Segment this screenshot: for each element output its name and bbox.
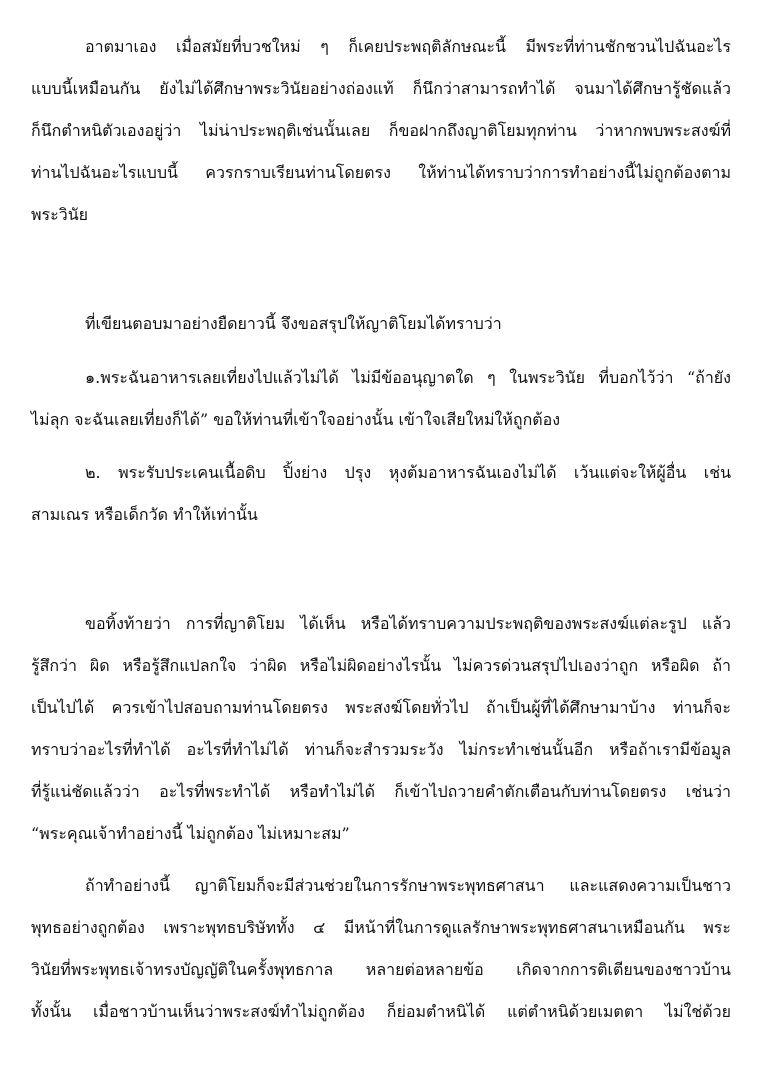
paragraph-6-line-4: ทั้งนั้น เมื่อชาวบ้านเห็นว่าพระสงฆ์ทำไม่ถูกต้อง ก็ย่อมตำหนิได้ แต่ตำหนิด้วยเมตตา ไม่ใช่ด้วย (31, 1002, 731, 1021)
paragraph-6-line-3: วินัยที่พระพุทธเจ้าทรงบัญญัติในครั้งพุทธกาล หลายต่อหลายข้อ เกิดจากการติเตียนของชาวบ้าน (31, 960, 731, 979)
paragraph-1-line-3: ก็นึกตำหนิตัวเองอยู่ว่า ไม่น่าประพฤติเช่นนั้นเลย ก็ขอฝากถึงญาติโยมทุกท่าน ว่าหากพบพระสงฆ์ที่ (31, 121, 731, 140)
paragraph-5-line-1: ขอทิ้งท้ายว่า การที่ญาติโยม ได้เห็น หรือได้ทราบความประพฤติของพระสงฆ์แต่ละรูป แล้ว (85, 614, 731, 633)
paragraph-1-line-4: ท่านไปฉันอะไรแบบนี้ ควรกราบเรียนท่านโดยตรง ให้ท่านได้ทราบว่าการทำอย่างนี้ไม่ถูกต้องตาม (31, 163, 731, 182)
paragraph-5-line-4: ทราบว่าอะไรที่ทำได้ อะไรที่ทำไม่ได้ ท่านก็จะสำรวมระวัง ไม่กระทำเช่นนั้นอีก หรือถ้าเรามีข้อมูล (31, 740, 731, 759)
paragraph-4-line-1: ๒. พระรับประเคนเนื้อดิบ ปิ้งย่าง ปรุง หุงต้มอาหารฉันเองไม่ได้ เว้นแต่จะให้ผู้อื่น เช่น (85, 463, 731, 482)
paragraph-5-line-6: “พระคุณเจ้าทำอย่างนี้ ไม่ถูกต้อง ไม่เหมาะสม” (31, 824, 350, 843)
paragraph-1-line-1: อาตมาเอง เมื่อสมัยที่บวชใหม่ ๆ ก็เคยประพฤติลักษณะนี้ มีพระที่ท่านชักชวนไปฉันอะไร (85, 37, 731, 56)
paragraph-3-line-2: ไม่ลุก จะฉันเลยเที่ยงก็ได้” ขอให้ท่านที่เข้าใจอย่างนั้น เข้าใจเสียใหม่ให้ถูกต้อง (31, 410, 561, 429)
paragraph-2-line-1: ที่เขียนตอบมาอย่างยืดยาวนี้ จึงขอสรุปให้ญาติโยมได้ทราบว่า (85, 314, 502, 333)
paragraph-5-line-5: ที่รู้แน่ชัดแล้วว่า อะไรที่พระทำได้ หรือทำไม่ได้ ก็เข้าไปถวายคำตักเตือนกับท่านโดยตรง เช่นว่า (31, 782, 731, 801)
paragraph-1-line-2: แบบนี้เหมือนกัน ยังไม่ได้ศึกษาพระวินัยอย่างถ่องแท้ ก็นึกว่าสามารถทำได้ จนมาได้ศึกษารู้ชัดแล้ว (31, 79, 731, 98)
paragraph-5-line-2: รู้สึกว่า ผิด หรือรู้สึกแปลกใจ ว่าผิด หรือไม่ผิดอย่างไรนั้น ไม่ควรด่วนสรุปไปเองว่าถูก หรือผิด ถ้า (31, 656, 731, 675)
paragraph-6-line-1: ถ้าทำอย่างนี้ ญาติโยมก็จะมีส่วนช่วยในการรักษาพระพุทธศาสนา และแสดงความเป็นชาว (85, 876, 731, 895)
paragraph-4-line-2: สามเณร หรือเด็กวัด ทำให้เท่านั้น (31, 505, 258, 524)
paragraph-1-line-5: พระวินัย (31, 205, 89, 224)
paragraph-6-line-2: พุทธอย่างถูกต้อง เพราะพุทธบริษัททั้ง ๔ มีหน้าที่ในการดูแลรักษาพระพุทธศาสนาเหมือนกัน พระ (31, 918, 731, 937)
paragraph-3-line-1: ๑.พระฉันอาหารเลยเที่ยงไปแล้วไม่ได้ ไม่มีข้ออนุญาตใด ๆ ในพระวินัย ที่บอกไว้ว่า “ถ้ายัง (85, 368, 731, 387)
document-body (31, 0, 731, 1065)
paragraph-5-line-3: เป็นไปได้ ควรเข้าไปสอบถามท่านโดยตรง พระสงฆ์โดยทั่วไป ถ้าเป็นผู้ที่ได้ศึกษามาบ้าง ท่านก็จะ (31, 698, 731, 717)
